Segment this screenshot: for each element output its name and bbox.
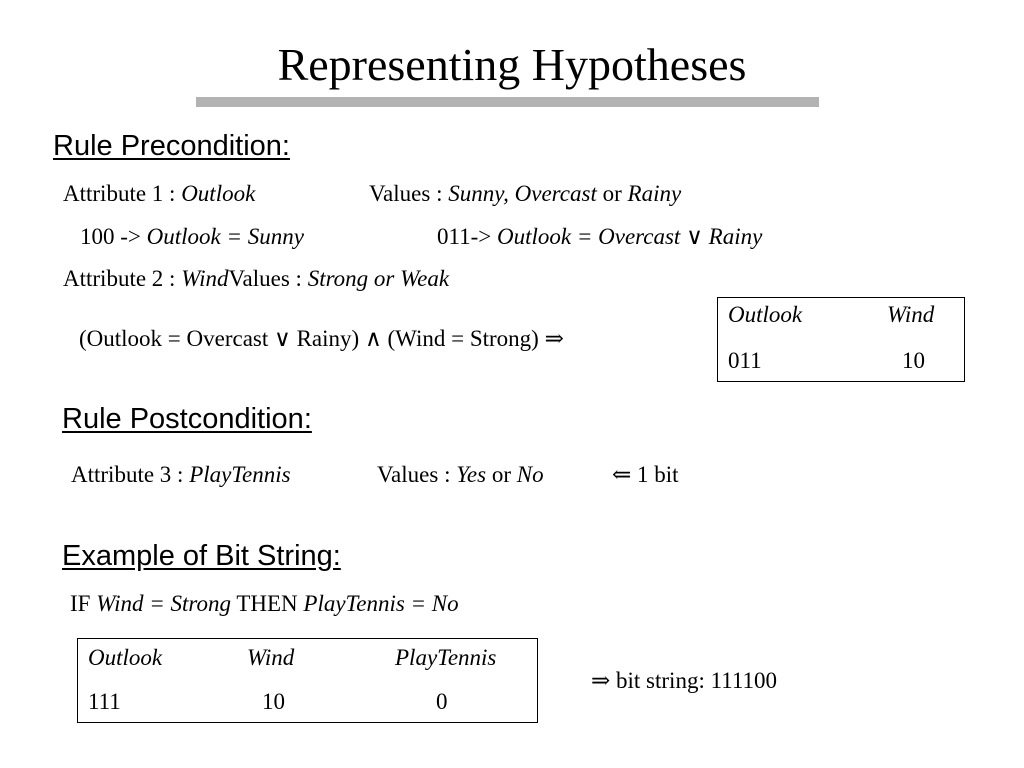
bit-note: ⇐ 1 bit xyxy=(612,462,679,487)
attribute-2-name: Wind xyxy=(181,266,229,291)
rule-expression: (Outlook = Overcast ∨ Rainy) ∧ (Wind = Strong) ⇒ xyxy=(79,326,564,351)
encoding-code-100: 100 -> xyxy=(80,224,147,249)
encoding-011 xyxy=(437,224,762,250)
example-then: THEN xyxy=(231,591,304,616)
table-value-outlook: 011 xyxy=(728,348,762,373)
example-if: IF xyxy=(70,591,97,616)
attribute-1-name: Outlook xyxy=(181,181,256,206)
attribute-2-values: Strong or Weak xyxy=(307,266,450,291)
table-header-outlook: Outlook xyxy=(728,302,803,327)
attribute-3-values xyxy=(377,462,544,488)
encoding-expr-sunny: Outlook = Sunny xyxy=(146,224,304,249)
table-value-wind: 10 xyxy=(902,348,925,373)
example-header-wind: Wind xyxy=(247,645,295,670)
encoding-100 xyxy=(80,224,304,250)
example-rule xyxy=(70,591,459,617)
attribute-3-name: PlayTennis xyxy=(189,462,291,487)
precondition-bit-table xyxy=(717,297,965,382)
attribute-1-or: or xyxy=(596,181,628,206)
example-heading: Example of Bit String: xyxy=(62,540,341,572)
attribute-3-or: or xyxy=(486,462,517,487)
attribute-1-last-value: Rainy xyxy=(627,181,682,206)
attribute-3-line xyxy=(71,462,291,488)
example-condition: Wind = Strong xyxy=(96,591,231,616)
example-value-playtennis: 0 xyxy=(436,689,448,714)
title-underline-bar xyxy=(196,97,819,107)
attribute-3-values-label: Values : xyxy=(377,462,457,487)
attribute-1-values-label: Values : xyxy=(369,181,449,206)
example-bit-table xyxy=(77,638,538,723)
example-value-outlook: 111 xyxy=(88,689,121,714)
precondition-heading: Rule Precondition: xyxy=(53,130,290,162)
attribute-1-label: Attribute 1 : xyxy=(63,181,182,206)
example-consequence: PlayTennis = No xyxy=(303,591,459,616)
table-header-wind: Wind xyxy=(887,302,935,327)
attribute-3-value-no: No xyxy=(516,462,544,487)
encoding-code-011: 011-> xyxy=(437,224,498,249)
example-value-wind: 10 xyxy=(262,689,285,714)
example-header-playtennis: PlayTennis xyxy=(395,645,497,670)
attribute-2-line xyxy=(63,266,449,292)
attribute-3-value-yes: Yes xyxy=(456,462,487,487)
attribute-3-label: Attribute 3 : xyxy=(71,462,190,487)
postcondition-heading: Rule Postcondition: xyxy=(62,403,312,435)
attribute-1-values-list: Sunny, Overcast xyxy=(448,181,597,206)
page-title: Representing Hypotheses xyxy=(277,39,747,90)
attribute-1-line xyxy=(63,181,255,207)
attribute-2-label: Attribute 2 : xyxy=(63,266,182,291)
bit-string-result: ⇒ bit string: 111100 xyxy=(591,668,778,693)
encoding-expr-overcast-rainy: Outlook = Overcast ∨ Rainy xyxy=(497,224,763,249)
attribute-2-values-label: Values : xyxy=(228,266,308,291)
attribute-1-values xyxy=(369,181,681,207)
example-header-outlook: Outlook xyxy=(88,645,163,670)
